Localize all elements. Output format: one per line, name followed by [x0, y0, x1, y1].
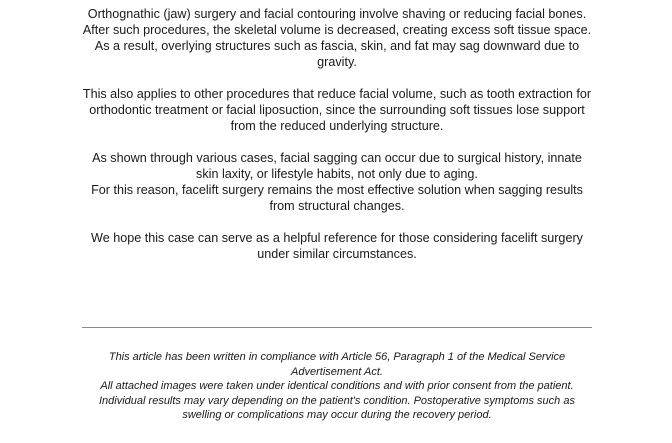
- text-line: As a result, overlying structures such as fascia, skin, and fat may sag downward due to gravity.: [94, 39, 580, 69]
- paragraph-volume-reduction: [82, 86, 592, 134]
- legal-disclaimer: [82, 350, 592, 423]
- text-line: This also applies to other procedures that reduce facial volume, such as tooth extraction for orthodontic treatment or facial liposuction, since the surrounding soft tissues lose support from the reduced underlying structure.: [82, 87, 592, 133]
- text-line: For this reason, facelift surgery remains the most effective solution when sagging results from structural changes.: [91, 183, 583, 213]
- article-body: [82, 6, 592, 278]
- paragraph-sagging-causes: [82, 150, 592, 214]
- paragraph-bone-reduction: [82, 6, 592, 70]
- text-line: We hope this case can serve as a helpful reference for those considering facelift surgery under similar circumstances.: [91, 231, 583, 261]
- disclaimer-line: This article has been written in compliance with Article 56, Paragraph 1 of the Medical Service Advertisement Act.: [108, 351, 566, 378]
- section-divider: [82, 327, 592, 328]
- paragraph-closing: [82, 230, 592, 262]
- text-line: After such procedures, the skeletal volume is decreased, creating excess soft tissue space.: [82, 23, 592, 37]
- text-line: As shown through various cases, facial sagging can occur due to surgical history, innate skin laxity, or lifestyle habits, not only due to aging.: [92, 151, 582, 181]
- disclaimer-line: Individual results may vary depending on the patient's condition. Postoperative symptoms such as swelling or complications may occur during the recovery period.: [99, 394, 575, 421]
- text-line: Orthognathic (jaw) surgery and facial contouring involve shaving or reducing facial bones.: [87, 7, 587, 21]
- disclaimer-line: All attached images were taken under identical conditions and with prior consent from the patient.: [100, 380, 574, 392]
